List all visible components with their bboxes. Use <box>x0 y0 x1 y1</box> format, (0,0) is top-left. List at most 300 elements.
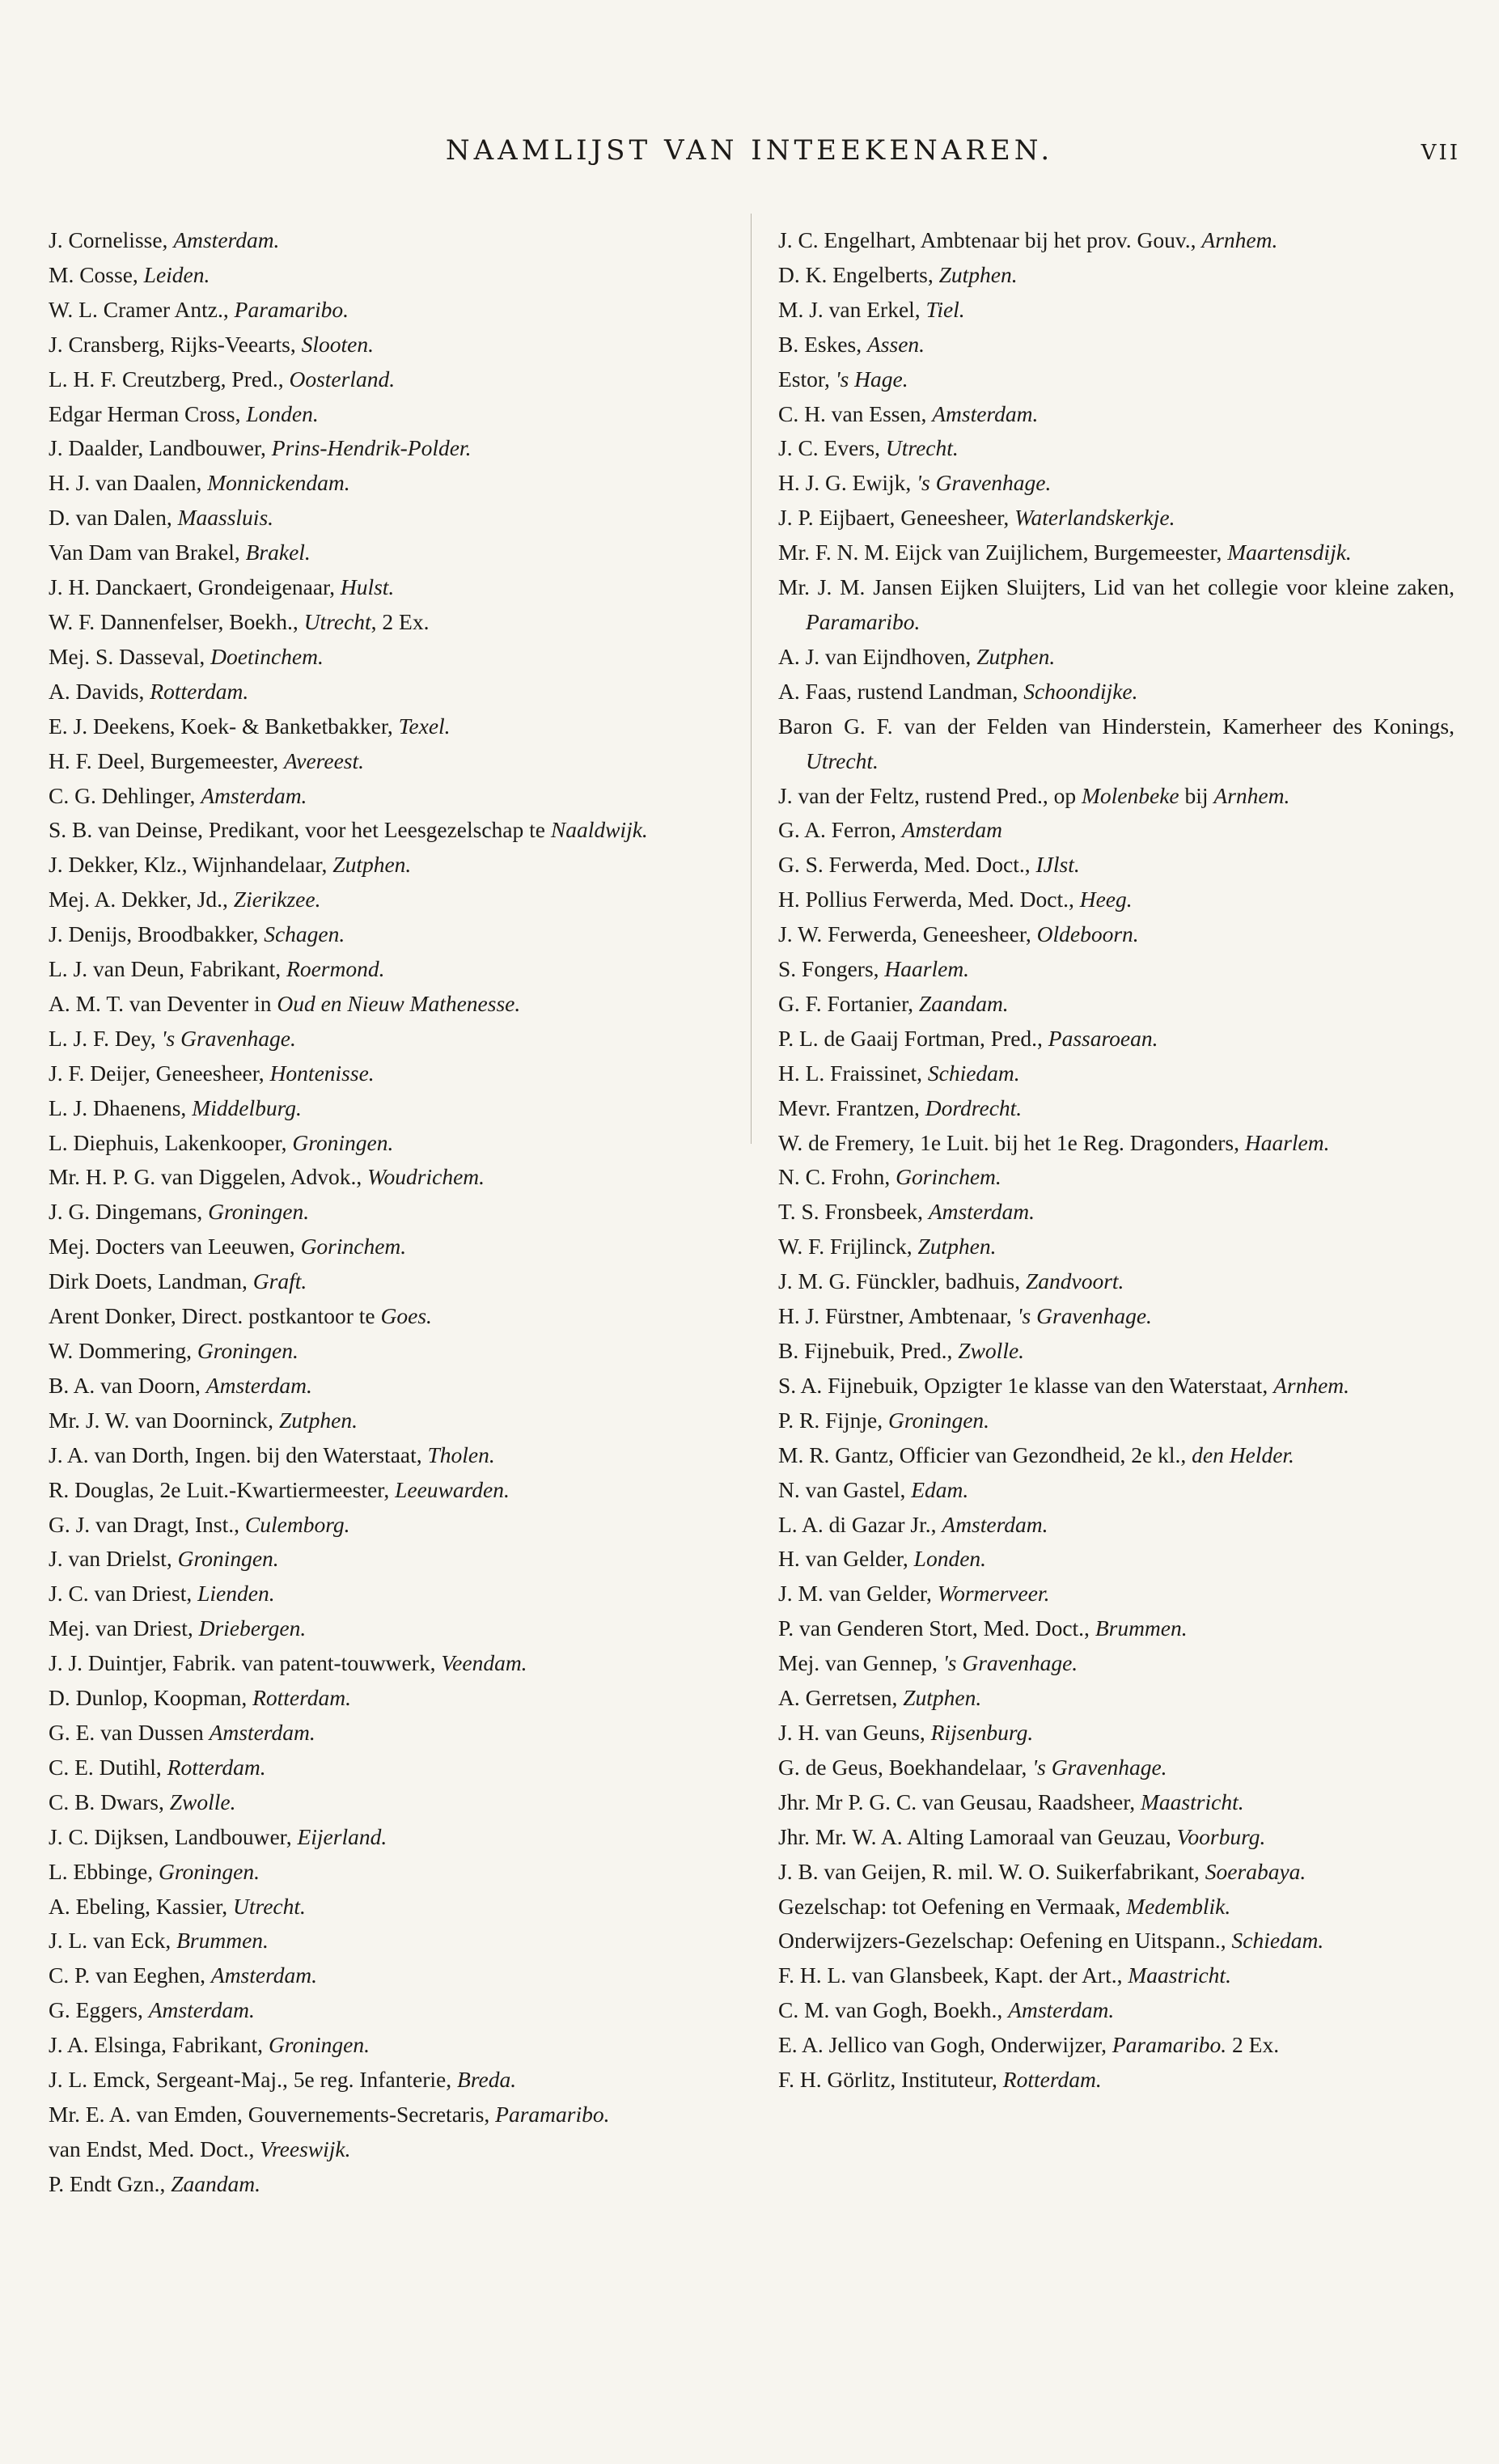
subscriber-name: P. Endt Gzn., <box>49 2170 171 2196</box>
subscriber-entry <box>49 917 722 952</box>
subscriber-place: Amsterdam. <box>942 1511 1048 1537</box>
subscriber-name: H. Pollius Ferwerda, Med. Doct., <box>778 887 1080 912</box>
subscriber-name: Dirk Doets, Landman, <box>49 1268 253 1294</box>
subscriber-name: A. Davids, <box>49 678 150 704</box>
subscriber-entry <box>49 293 722 328</box>
subscriber-place: Londen. <box>246 400 319 426</box>
subscriber-name: G. S. Ferwerda, Med. Doct., <box>778 852 1036 878</box>
subscriber-entry <box>49 1508 722 1543</box>
subscriber-entry <box>49 1716 722 1751</box>
subscriber-entry <box>778 1716 1455 1751</box>
subscriber-name: A. Gerretsen, <box>778 1685 904 1711</box>
subscriber-entry <box>778 1820 1455 1855</box>
subscriber-entry <box>49 2063 722 2098</box>
subscriber-name: W. de Fremery, 1e Luit. bij het 1e Reg. Dragonders, <box>778 1129 1245 1155</box>
subscriber-name: A. M. T. van Deventer in <box>49 990 277 1016</box>
subscriber-name: J. Cornelisse, <box>49 227 174 252</box>
subscriber-name: J. A. van Dorth, Ingen. bij den Waterstaat, <box>49 1442 428 1467</box>
subscriber-place: Haarlem. <box>884 956 970 982</box>
subscriber-place: 's Hage. <box>835 366 908 392</box>
subscriber-name: Mej. Docters van Leeuwen, <box>49 1234 301 1260</box>
subscriber-entry <box>49 1681 722 1716</box>
subscriber-entry <box>49 1646 722 1681</box>
subscriber-place: Breda. <box>457 2067 517 2093</box>
subscriber-name: J. M. G. Fünckler, badhuis, <box>778 1268 1026 1294</box>
subscriber-entry <box>778 1542 1455 1577</box>
subscriber-entry <box>49 1751 722 1785</box>
subscriber-entry <box>778 1056 1455 1091</box>
subscriber-place: Oldeboorn. <box>1036 921 1139 947</box>
subscriber-name: C. E. Dutihl, <box>49 1754 167 1780</box>
subscriber-place: Paramaribo. <box>806 608 921 634</box>
subscriber-place: Zutphen. <box>938 261 1018 287</box>
subscriber-place: Zutphen. <box>976 643 1056 669</box>
subscriber-place: 's Gravenhage. <box>942 1650 1078 1676</box>
subscriber-place-secondary: Arnhem. <box>1213 782 1290 808</box>
subscriber-entry <box>778 1299 1455 1334</box>
subscriber-entry <box>778 362 1455 397</box>
subscriber-place: Naaldwijk. <box>550 817 648 843</box>
subscriber-place: Amsterdam. <box>173 227 280 252</box>
subscriber-place: Amsterdam <box>901 817 1003 843</box>
subscriber-place: Groningen. <box>177 1546 279 1572</box>
subscriber-entry <box>778 1751 1455 1785</box>
subscriber-entry <box>49 1022 722 1056</box>
subscriber-entry <box>778 1403 1455 1438</box>
subscriber-place: Texel. <box>398 713 451 739</box>
subscriber-name: Onderwijzers-Gezelschap: Oefening en Uitspann., <box>778 1928 1232 1954</box>
subscriber-name: J. H. van Geuns, <box>778 1719 931 1745</box>
subscriber-place: Goes. <box>380 1303 432 1329</box>
subscriber-place: IJlst. <box>1035 852 1080 878</box>
subscriber-entry <box>49 848 722 883</box>
page-title: NAAMLIJST VAN INTEEKENAREN. <box>445 134 1054 167</box>
subscriber-place: Voorburg. <box>1176 1823 1266 1849</box>
subscriber-name: J. P. Eijbaert, Geneesheer, <box>778 505 1015 531</box>
subscriber-place: Schiedam. <box>927 1060 1020 1086</box>
subscriber-place: Rotterdam. <box>252 1685 352 1711</box>
subscriber-name: B. A. van Doorn, <box>49 1372 206 1398</box>
subscriber-entry <box>778 431 1455 466</box>
subscriber-name: J. Daalder, Landbouwer, <box>49 435 272 461</box>
subscriber-entry <box>49 1577 722 1611</box>
subscriber-name: H. L. Fraissinet, <box>778 1060 928 1086</box>
subscriber-entry <box>49 362 722 397</box>
subscriber-entry <box>49 2028 722 2063</box>
subscriber-place: Monnickendam. <box>207 470 350 496</box>
subscriber-entry <box>49 744 722 779</box>
subscriber-place: Zwolle. <box>958 1338 1025 1363</box>
subscriber-name: H. J. Fürstner, Ambtenaar, <box>778 1303 1018 1329</box>
subscriber-entry <box>778 1264 1455 1299</box>
subscriber-place: Utrecht <box>303 608 371 634</box>
subscriber-entry <box>778 1890 1455 1924</box>
subscriber-entry <box>778 258 1455 293</box>
subscriber-name: Estor, <box>778 366 836 392</box>
subscriber-name: J. B. van Geijen, R. mil. W. O. Suikerfabrikant, <box>778 1858 1205 1884</box>
subscriber-name: W. L. Cramer Antz., <box>49 296 235 322</box>
subscriber-entry <box>778 1577 1455 1611</box>
subscriber-name: A. J. van Eijndhoven, <box>778 643 977 669</box>
subscriber-note: 2 Ex. <box>1226 2032 1280 2058</box>
subscriber-place: Amsterdam. <box>201 782 307 808</box>
subscriber-place: Leeuwarden. <box>395 1476 510 1502</box>
subscriber-place: Maartensdijk. <box>1227 540 1352 565</box>
subscriber-place: Utrecht. <box>806 747 879 773</box>
subscriber-name: S. Fongers, <box>778 956 885 982</box>
subscriber-name: F. H. Görlitz, Instituteur, <box>778 2067 1003 2093</box>
subscriber-place: Gorinchem. <box>300 1234 407 1260</box>
subscriber-entry <box>49 1091 722 1126</box>
subscriber-name: E. J. Deekens, Koek- & Banketbakker, <box>49 713 399 739</box>
subscriber-place: Brakel. <box>245 540 311 565</box>
subscriber-place: Avereest. <box>283 747 364 773</box>
subscriber-place: Groningen. <box>292 1129 394 1155</box>
subscriber-name: L. A. di Gazar Jr., <box>778 1511 942 1537</box>
subscriber-name: C. H. van Essen, <box>778 400 933 426</box>
subscriber-entry <box>778 813 1455 848</box>
subscriber-entry <box>49 570 722 605</box>
subscriber-name: T. S. Fronsbeek, <box>778 1199 929 1225</box>
subscriber-name: B. Eskes, <box>778 331 867 357</box>
subscriber-name: L. J. F. Dey, <box>49 1025 162 1051</box>
column-divider <box>751 214 752 1144</box>
subscriber-entry <box>778 466 1455 501</box>
subscriber-entry <box>49 1126 722 1161</box>
subscriber-entry <box>49 987 722 1022</box>
subscriber-place: Wormerveer. <box>937 1581 1050 1607</box>
subscriber-entry <box>778 987 1455 1022</box>
subscriber-place: Heeg. <box>1079 887 1133 912</box>
subscriber-place: Roermond. <box>286 956 385 982</box>
subscriber-entry <box>778 883 1455 917</box>
subscriber-place: Slooten. <box>301 331 375 357</box>
subscriber-note: bij <box>1179 782 1214 808</box>
subscriber-entry <box>49 1438 722 1473</box>
subscriber-place: 's Gravenhage. <box>917 470 1052 496</box>
subscriber-place: Londen. <box>913 1546 987 1572</box>
subscriber-name: G. J. van Dragt, Inst., <box>49 1511 245 1537</box>
subscriber-entry <box>49 258 722 293</box>
subscriber-entry <box>778 1091 1455 1126</box>
subscriber-entry <box>49 709 722 744</box>
subscriber-place: Amsterdam. <box>932 400 1039 426</box>
subscriber-entry <box>49 952 722 987</box>
subscriber-place: Maastricht. <box>1128 1962 1231 1988</box>
subscriber-name: J. A. Elsinga, Fabrikant, <box>49 2032 269 2058</box>
subscriber-entry <box>49 223 722 258</box>
subscriber-name: A. Faas, rustend Landman, <box>778 678 1024 704</box>
subscriber-name: G. F. Fortanier, <box>778 990 919 1016</box>
subscriber-entry <box>778 2028 1455 2063</box>
subscriber-place: Paramaribo. <box>1112 2032 1227 2058</box>
subscriber-name: C. G. Dehlinger, <box>49 782 201 808</box>
subscriber-entry <box>49 813 722 848</box>
subscriber-place: Waterlandskerkje. <box>1014 505 1175 531</box>
subscriber-place: Groningen. <box>197 1338 299 1363</box>
subscriber-name: Arent Donker, Direct. postkantoor te <box>49 1303 381 1329</box>
subscriber-entry <box>49 2098 722 2132</box>
subscriber-entry <box>49 1993 722 2028</box>
subscriber-place: Utrecht. <box>885 435 959 461</box>
subscriber-name: J. L. Emck, Sergeant-Maj., 5e reg. Infanterie, <box>49 2067 458 2093</box>
subscriber-name: C. M. van Gogh, Boekh., <box>778 1997 1009 2023</box>
subscriber-place: Zutphen. <box>278 1407 358 1433</box>
subscriber-place: Arnhem. <box>1273 1372 1350 1398</box>
subscriber-place: Utrecht. <box>233 1893 306 1919</box>
subscriber-entry <box>778 1681 1455 1716</box>
subscriber-place: Maassluis. <box>177 505 274 531</box>
subscriber-entry <box>49 1473 722 1508</box>
subscriber-place: Amsterdam. <box>209 1719 315 1745</box>
subscriber-name: J. C. Evers, <box>778 435 886 461</box>
subscriber-place: Rotterdam. <box>167 1754 266 1780</box>
subscriber-place: Zwolle. <box>169 1789 236 1814</box>
subscriber-entry <box>778 709 1455 779</box>
subscriber-name: N. van Gastel, <box>778 1476 912 1502</box>
subscriber-name: F. H. L. van Glansbeek, Kapt. der Art., <box>778 1962 1128 1988</box>
subscriber-place: Schiedam. <box>1231 1928 1324 1954</box>
subscriber-place: Groningen. <box>268 2032 370 2058</box>
subscriber-name: B. Fijnebuik, Pred., <box>778 1338 959 1363</box>
subscriber-entry <box>778 1646 1455 1681</box>
subscriber-entry <box>778 848 1455 883</box>
subscriber-name: L. H. F. Creutzberg, Pred., <box>49 366 290 392</box>
subscriber-name: G. Eggers, <box>49 1997 149 2023</box>
subscriber-name: Gezelschap: tot Oefening en Vermaak, <box>778 1893 1127 1919</box>
subscriber-name: Edgar Herman Cross, <box>49 400 247 426</box>
subscriber-place: Tiel. <box>925 296 965 322</box>
subscriber-name: P. L. de Gaaij Fortman, Pred., <box>778 1025 1048 1051</box>
subscriber-name: W. Dommering, <box>49 1338 197 1363</box>
subscriber-place: Hontenisse. <box>269 1060 375 1086</box>
subscriber-place: Dordrecht. <box>925 1094 1023 1120</box>
subscriber-place: Maastricht. <box>1141 1789 1244 1814</box>
subscriber-place: Tholen. <box>427 1442 495 1467</box>
subscriber-entry <box>778 1611 1455 1646</box>
subscriber-place: Haarlem. <box>1244 1129 1330 1155</box>
subscriber-entry <box>778 501 1455 536</box>
subscriber-entry <box>49 328 722 362</box>
subscriber-place: Graft. <box>252 1268 307 1294</box>
subscriber-entry <box>778 1958 1455 1993</box>
subscriber-name: Mej. van Driest, <box>49 1615 199 1641</box>
subscriber-entry <box>49 1334 722 1369</box>
subscriber-name: Mevr. Frantzen, <box>778 1094 925 1120</box>
subscriber-entry <box>49 1369 722 1403</box>
subscriber-name: N. C. Frohn, <box>778 1164 896 1190</box>
subscriber-place: Zierikzee. <box>233 887 321 912</box>
subscriber-entry <box>49 466 722 501</box>
subscriber-name: L. Diephuis, Lakenkooper, <box>49 1129 293 1155</box>
subscriber-name: J. C. van Driest, <box>49 1581 198 1607</box>
subscriber-name: J. C. Engelhart, Ambtenaar bij het prov. Gouv., <box>778 227 1202 252</box>
subscriber-name: J. van der Feltz, rustend Pred., op <box>778 782 1082 808</box>
subscriber-name: Jhr. Mr P. G. C. van Geusau, Raadsheer, <box>778 1789 1141 1814</box>
right-column <box>778 223 1455 2098</box>
subscriber-name: E. A. Jellico van Gogh, Onderwijzer, <box>778 2032 1112 2058</box>
subscriber-entry <box>49 397 722 432</box>
subscriber-place: 's Gravenhage. <box>161 1025 296 1051</box>
left-column <box>49 223 722 2202</box>
subscriber-place: Brummen. <box>1095 1615 1188 1641</box>
subscriber-place: Zaandam. <box>918 990 1009 1016</box>
subscriber-name: D. K. Engelberts, <box>778 261 939 287</box>
subscriber-place: Rotterdam. <box>150 678 249 704</box>
subscriber-entry <box>49 1958 722 1993</box>
subscriber-entry <box>49 1890 722 1924</box>
subscriber-name: H. F. Deel, Burgemeester, <box>49 747 284 773</box>
subscriber-entry <box>49 779 722 814</box>
subscriber-place: Rijsenburg. <box>930 1719 1034 1745</box>
subscriber-entry <box>778 640 1455 675</box>
subscriber-entry <box>49 675 722 709</box>
subscriber-entry <box>778 1855 1455 1890</box>
subscriber-entry <box>778 1126 1455 1161</box>
subscriber-place: Prins-Hendrik-Polder. <box>271 435 472 461</box>
subscriber-entry <box>49 1611 722 1646</box>
subscriber-place: Oud en Nieuw Mathenesse. <box>277 990 521 1016</box>
subscriber-entry <box>49 1160 722 1195</box>
subscriber-name: J. G. Dingemans, <box>49 1199 209 1225</box>
subscriber-place: den Helder. <box>1192 1442 1294 1467</box>
subscriber-place: Oosterland. <box>289 366 396 392</box>
subscriber-entry <box>778 1195 1455 1230</box>
subscriber-name: J. Cransberg, Rijks-Veearts, <box>49 331 302 357</box>
subscriber-place: Amsterdam. <box>1008 1997 1115 2023</box>
subscriber-entry <box>49 1924 722 1958</box>
subscriber-entry <box>49 1264 722 1299</box>
subscriber-place: Lienden. <box>197 1581 275 1607</box>
subscriber-entry <box>49 1855 722 1890</box>
page-header <box>0 134 1499 175</box>
subscriber-place: Zutphen. <box>332 852 412 878</box>
subscriber-place: Eijerland. <box>297 1823 387 1849</box>
subscriber-place: Groningen. <box>888 1407 990 1433</box>
subscriber-name: J. J. Duintjer, Fabrik. van patent-touwwerk, <box>49 1650 442 1676</box>
subscriber-entry <box>778 293 1455 328</box>
subscriber-name: M. J. van Erkel, <box>778 296 926 322</box>
subscriber-name: G. E. van Dussen <box>49 1719 210 1745</box>
subscriber-entry <box>778 1160 1455 1195</box>
subscriber-name: D. van Dalen, <box>49 505 178 531</box>
subscriber-place: Paramaribo. <box>495 2101 610 2127</box>
subscriber-name: P. van Genderen Stort, Med. Doct., <box>778 1615 1095 1641</box>
subscriber-entry <box>49 1299 722 1334</box>
subscriber-place: Leiden. <box>143 261 210 287</box>
subscriber-place: Doetinchem. <box>210 643 324 669</box>
subscriber-place: Veendam. <box>441 1650 527 1676</box>
subscriber-note: , 2 Ex. <box>371 608 430 634</box>
subscriber-entry <box>778 1508 1455 1543</box>
subscriber-entry <box>49 2132 722 2167</box>
subscriber-name: Van Dam van Brakel, <box>49 540 246 565</box>
subscriber-entry <box>778 1334 1455 1369</box>
subscriber-place: Zutphen. <box>917 1234 997 1260</box>
subscriber-name: Mr. J. W. van Doorninck, <box>49 1407 279 1433</box>
subscriber-name: J. F. Deijer, Geneesheer, <box>49 1060 270 1086</box>
subscriber-entry <box>49 883 722 917</box>
subscriber-place: Assen. <box>867 331 925 357</box>
subscriber-place: Culemborg. <box>244 1511 350 1537</box>
subscriber-entry <box>49 1195 722 1230</box>
subscriber-entry <box>49 431 722 466</box>
subscriber-place: 's Gravenhage. <box>1017 1303 1152 1329</box>
subscriber-name: J. H. Danckaert, Grondeigenaar, <box>49 574 341 600</box>
subscriber-name: Jhr. Mr. W. A. Alting Lamoraal van Geuzau, <box>778 1823 1177 1849</box>
subscriber-entry <box>49 605 722 640</box>
subscriber-place: Middelburg. <box>192 1094 302 1120</box>
subscriber-name: H. J. van Daalen, <box>49 470 208 496</box>
subscriber-entry <box>778 1785 1455 1820</box>
subscriber-entry <box>778 223 1455 258</box>
subscriber-entry <box>778 328 1455 362</box>
subscriber-name: Mr. E. A. van Emden, Gouvernements-Secretaris, <box>49 2101 496 2127</box>
subscriber-entry <box>49 536 722 570</box>
subscriber-entry <box>778 952 1455 987</box>
subscriber-name: Mej. van Gennep, <box>778 1650 943 1676</box>
subscriber-name: P. R. Fijnje, <box>778 1407 889 1433</box>
subscriber-name: Mr. J. M. Jansen Eijken Sluijters, Lid van het collegie voor kleine zaken, <box>778 574 1455 600</box>
subscriber-name: D. Dunlop, Koopman, <box>49 1685 253 1711</box>
subscriber-place: Passaroean. <box>1048 1025 1158 1051</box>
subscriber-place: Groningen. <box>208 1199 310 1225</box>
subscriber-place: Gorinchem. <box>896 1164 1001 1190</box>
subscriber-name: R. Douglas, 2e Luit.-Kwartiermeester, <box>49 1476 396 1502</box>
subscriber-place: Zutphen. <box>903 1685 982 1711</box>
subscriber-name: W. F. Frijlinck, <box>778 1234 918 1260</box>
subscriber-name: M. R. Gantz, Officier van Gezondheid, 2e kl., <box>778 1442 1192 1467</box>
subscriber-entry <box>778 1438 1455 1473</box>
page-number: VII <box>1421 141 1460 165</box>
subscriber-name: J. van Drielst, <box>49 1546 178 1572</box>
subscriber-entry <box>778 397 1455 432</box>
subscriber-name: W. F. Dannenfelser, Boekh., <box>49 608 304 634</box>
subscriber-entry <box>778 536 1455 570</box>
subscriber-place: Molenbeke <box>1082 782 1179 808</box>
subscriber-name: A. Ebeling, Kassier, <box>49 1893 234 1919</box>
subscriber-entry <box>49 501 722 536</box>
subscriber-name: L. Ebbinge, <box>49 1858 159 1884</box>
subscriber-name: H. J. G. Ewijk, <box>778 470 917 496</box>
subscriber-entry <box>778 675 1455 709</box>
subscriber-name: C. P. van Eeghen, <box>49 1962 211 1988</box>
subscriber-name: van Endst, Med. Doct., <box>49 2136 260 2161</box>
subscriber-entry <box>778 2063 1455 2098</box>
subscriber-place: Rotterdam. <box>1002 2067 1102 2093</box>
subscriber-name: G. de Geus, Boekhandelaar, <box>778 1754 1033 1780</box>
subscriber-name: J. M. van Gelder, <box>778 1581 938 1607</box>
subscriber-place: Soerabaya. <box>1205 1858 1306 1884</box>
subscriber-entry <box>778 1993 1455 2028</box>
subscriber-place: Driebergen. <box>198 1615 307 1641</box>
subscriber-name: J. Denijs, Broodbakker, <box>49 921 265 947</box>
subscriber-place: Brummen. <box>176 1928 269 1954</box>
subscriber-place: Vreeswijk. <box>260 2136 351 2161</box>
subscriber-place: Hulst. <box>340 574 395 600</box>
subscriber-name: Mej. A. Dekker, Jd., <box>49 887 234 912</box>
subscriber-place: Woudrichem. <box>367 1164 485 1190</box>
subscriber-name: Mr. H. P. G. van Diggelen, Advok., <box>49 1164 368 1190</box>
subscriber-name: J. W. Ferwerda, Geneesheer, <box>778 921 1037 947</box>
subscriber-entry <box>49 1820 722 1855</box>
subscriber-place: Schoondijke. <box>1023 678 1138 704</box>
subscriber-entry <box>778 779 1455 814</box>
subscriber-name: G. A. Ferron, <box>778 817 902 843</box>
subscriber-name: J. Dekker, Klz., Wijnhandelaar, <box>49 852 333 878</box>
subscriber-name: H. van Gelder, <box>778 1546 914 1572</box>
subscriber-entry <box>49 640 722 675</box>
